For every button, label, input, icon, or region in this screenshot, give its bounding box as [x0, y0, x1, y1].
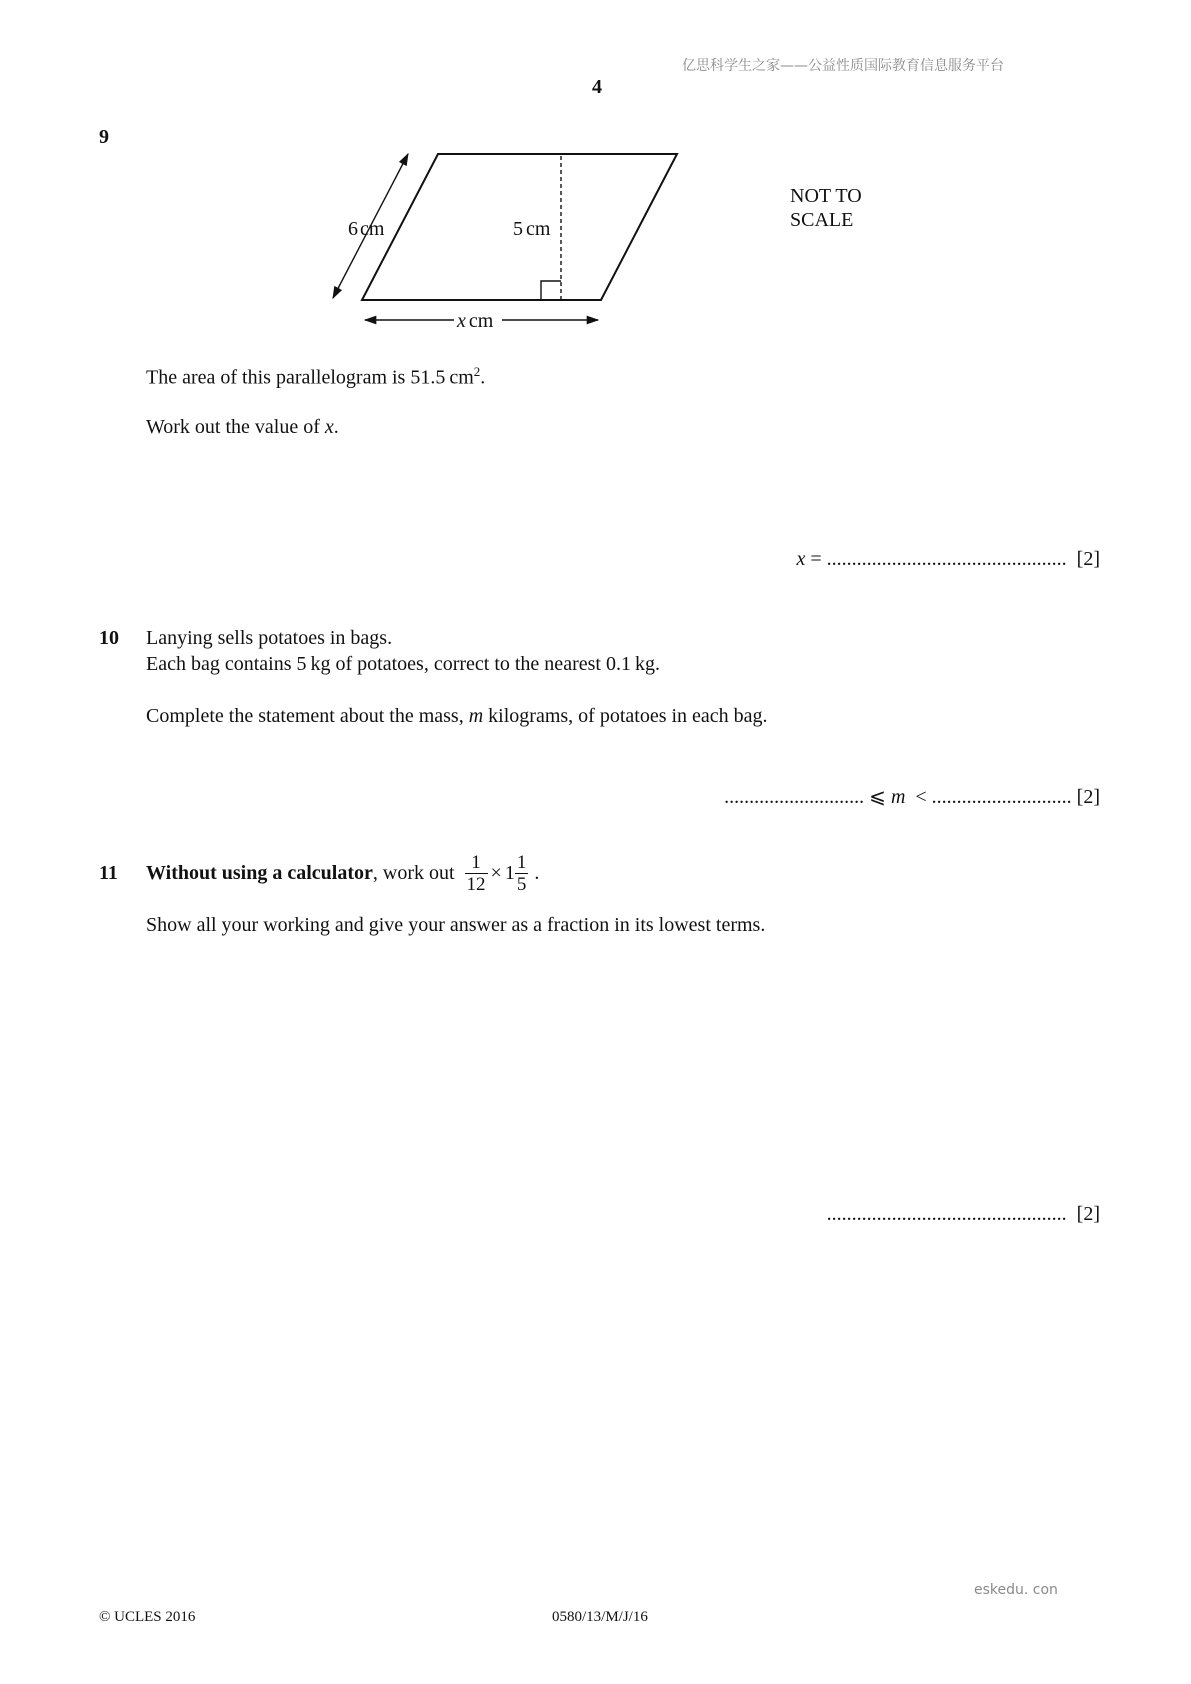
question-11-answer-line[interactable]: [827, 1203, 1100, 1226]
q9-line1-text: The area of this parallelogram is 51.5 cm: [146, 366, 474, 389]
side-label: [348, 218, 385, 240]
height-label: [513, 218, 551, 240]
q10-line3-var: m: [468, 705, 484, 727]
q9-line1-superscript: 2: [473, 364, 481, 379]
q11-text-after: , work out: [372, 861, 455, 884]
q11-bold-text: Without using a calculator: [146, 861, 373, 884]
q9-answer-var: x: [796, 548, 806, 570]
question-10-line2: Each bag contains 5 kg of potatoes, correct to the nearest 0.1 kg.: [146, 653, 660, 675]
fraction-one-twelfth: [465, 852, 488, 895]
frac1-numerator: 1: [465, 852, 488, 874]
question-10-line1: Lanying sells potatoes in bags.: [146, 627, 393, 649]
times-sign: ×: [490, 861, 502, 884]
right-angle-marker: [541, 281, 561, 300]
base-label-unit: cm: [468, 310, 494, 332]
page-number: 4: [592, 76, 602, 98]
footer-site: eskedu. con: [974, 1582, 1058, 1598]
q9-line2-end: .: [333, 416, 339, 438]
frac1-denominator: 12: [466, 873, 486, 895]
q11-end-dot: .: [534, 861, 540, 884]
question-10-line3: [146, 705, 768, 728]
q10-answer-var: m: [890, 786, 906, 808]
not-to-scale-note: [790, 184, 862, 232]
footer-copyright: © UCLES 2016: [99, 1609, 196, 1625]
question-11-line2: Show all your working and give your answer as a fraction in its lowest terms.: [146, 914, 766, 936]
not-to-scale-line1: NOT TO: [790, 185, 862, 207]
q9-line2-var: x: [324, 416, 334, 438]
question-10-number: 10: [99, 627, 119, 649]
q9-answer-dots: ................................................: [826, 548, 1067, 570]
frac2-denominator: 5: [516, 873, 527, 895]
not-to-scale-line2: SCALE: [790, 209, 854, 231]
q9-marks: [2]: [1076, 548, 1100, 570]
footer-code: 0580/13/M/J/16: [552, 1609, 648, 1625]
base-label: [456, 310, 494, 332]
q10-answer-dots-right: ............................: [931, 786, 1072, 808]
q9-line1-end: .: [480, 366, 486, 389]
question-10-answer-line[interactable]: [724, 784, 1100, 809]
mixed-whole: 1: [504, 861, 515, 884]
q10-line3-text: Complete the statement about the mass,: [146, 705, 469, 727]
q10-answer-lt: <: [905, 786, 932, 808]
q11-answer-dots: ................................................: [826, 1203, 1067, 1225]
question-9-instruction: [146, 416, 339, 439]
side-label-value: 6: [348, 218, 358, 240]
question-11-prompt: [146, 848, 539, 898]
height-label-unit: cm: [526, 218, 551, 240]
height-label-value: 5: [513, 218, 523, 240]
q10-marks: [2]: [1076, 786, 1100, 808]
question-11-number: 11: [99, 862, 118, 884]
side-label-unit: cm: [360, 218, 385, 240]
q11-marks: [2]: [1076, 1203, 1100, 1225]
q10-line3-end: kilograms, of potatoes in each bag.: [483, 705, 768, 727]
question-9-area-statement: [146, 364, 485, 390]
q10-answer-dots-left: ............................: [724, 786, 865, 808]
fraction-one-fifth: [515, 852, 529, 895]
frac2-numerator: 1: [516, 851, 527, 873]
question-9-number: 9: [99, 126, 109, 148]
question-9-answer-line[interactable]: [797, 548, 1101, 571]
header-watermark: 亿思科学生之家——公益性质国际教育信息服务平台: [682, 58, 1004, 74]
base-label-var: x: [457, 310, 466, 332]
q9-answer-eq: =: [805, 548, 827, 570]
q10-answer-leq: ⩽: [864, 786, 891, 808]
q9-line2-text: Work out the value of: [146, 416, 325, 438]
